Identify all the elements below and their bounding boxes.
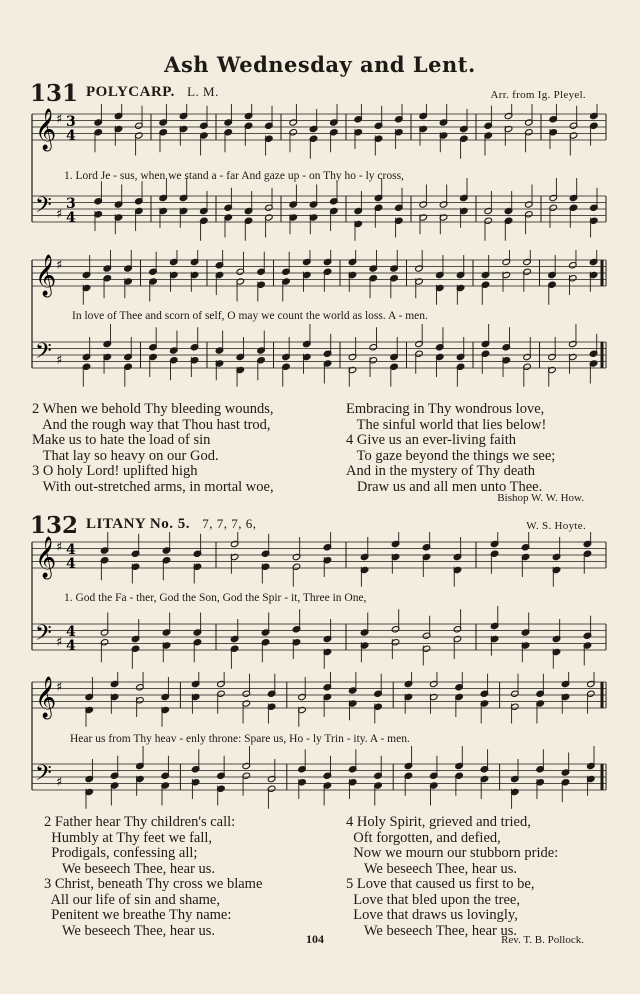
- composer-attribution: W. S. Hoyte.: [526, 520, 586, 532]
- hymn-number: 132: [30, 512, 79, 539]
- verses-left: 2 Father hear Thy children's call: Humbly at Thy feet we fall, Prodigals, confessing all; We beseech Thee, hear us. 3 Christ, beneath Thy cross we blame All our life of sin and shame, Penitent we breathe Thy name: We beseech Thee, hear us.: [44, 814, 263, 939]
- time-signature: 3: [66, 114, 76, 130]
- sharp-icon: ♯: [56, 353, 63, 368]
- treble-clef-icon: 𝄞: [35, 255, 57, 296]
- meter: 7, 7, 7, 6,: [202, 516, 257, 531]
- sharp-icon: ♯: [56, 680, 63, 695]
- tune-name: [86, 516, 257, 533]
- sharp-icon: ♯: [56, 207, 63, 222]
- lyric-line: 1. God the Fa - ther, God the Son, God the Spir - it, Three in One,: [64, 592, 367, 604]
- sharp-icon: ♯: [56, 540, 63, 555]
- page-number: 104: [306, 932, 324, 946]
- sharp-icon: ♯: [56, 635, 63, 650]
- music-system-131b: [30, 250, 610, 400]
- sharp-icon: ♯: [56, 112, 63, 127]
- sharp-icon: ♯: [56, 775, 63, 790]
- lyric-line: Hear us from Thy heav - enly throne: Spare us, Ho - ly Trin - ity. A - men.: [70, 733, 410, 745]
- treble-clef-icon: 𝄞: [35, 677, 57, 718]
- section-title: Ash Wednesday and Lent.: [164, 52, 476, 77]
- time-signature: 4: [66, 624, 76, 640]
- music-system-132a: [30, 532, 610, 682]
- time-signature: 4: [66, 638, 76, 654]
- hymn-number: 131: [30, 80, 79, 107]
- time-signature: 4: [66, 556, 76, 572]
- bass-clef-icon: 𝄢: [35, 761, 52, 791]
- sharp-icon: ♯: [56, 258, 63, 273]
- music-system-132b: [30, 672, 610, 822]
- treble-clef-icon: 𝄞: [35, 537, 57, 578]
- lyric-line: In love of Thee and scorn of self, O may we count the world as loss. A - men.: [72, 310, 428, 322]
- time-signature: 3: [66, 196, 76, 212]
- tune-name-text: POLYCARP.: [86, 84, 175, 100]
- author-credit: Rev. T. B. Pollock.: [501, 934, 584, 946]
- time-signature: 4: [66, 542, 76, 558]
- composer-attribution: Arr. from Ig. Pleyel.: [490, 89, 586, 101]
- time-signature: 4: [66, 210, 76, 226]
- bass-clef-icon: 𝄢: [35, 193, 52, 223]
- treble-clef-icon: 𝄞: [35, 109, 57, 150]
- verses-right: Embracing in Thy wondrous love, The sinful world that lies below! 4 Give us an ever-living faith To gaze beyond the things we see; And in the mystery of Thy death Draw us and all men unto Thee.: [346, 401, 556, 495]
- verses-left: 2 When we behold Thy bleeding wounds, And the rough way that Thou hast trod, Make us to hate the load of sin That lay so heavy on our God. 3 O holy Lord! uplifted high With out-stretched arms, in mortal woe,: [32, 401, 274, 495]
- lyric-line: 1. Lord Je - sus, when we stand a - far And gaze up - on Thy ho - ly cross,: [64, 170, 404, 182]
- time-signature: 4: [66, 128, 76, 144]
- bass-clef-icon: 𝄢: [35, 339, 52, 369]
- tune-name-text: LITANY No. 5.: [86, 516, 191, 532]
- meter: L. M.: [187, 84, 219, 99]
- author-credit: Bishop W. W. How.: [497, 492, 584, 504]
- verses-right: 4 Holy Spirit, grieved and tried, Oft forgotten, and defied, Now we mourn our stubborn pride: We beseech Thee, hear us. 5 Love that caused us first to be, Love that bled upon the tree, Love that draws us lovingly, We beseech Thee, hear us.: [346, 814, 559, 939]
- tune-name: [86, 84, 219, 101]
- bass-clef-icon: 𝄢: [35, 621, 52, 651]
